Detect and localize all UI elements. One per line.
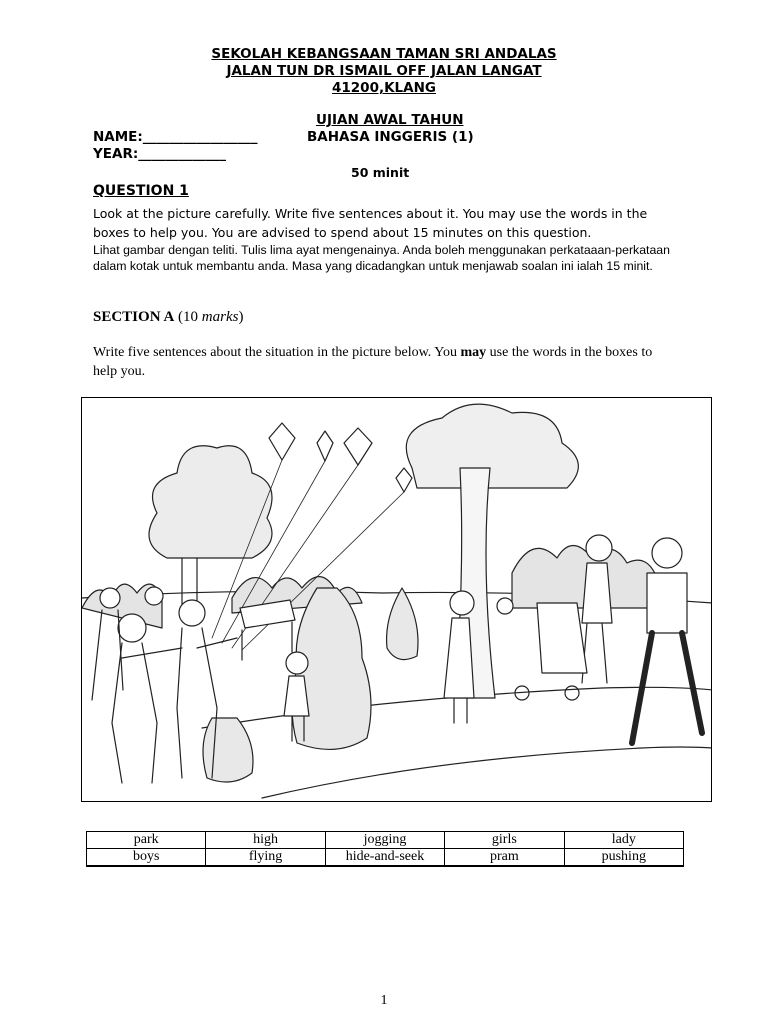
school-postcode: 41200,KLANG [332, 80, 436, 96]
instruction-malay: Lihat gambar dengan teliti. Tulis lima ayat mengenainya. Anda boleh menggunakan perkataaan-perkataan dalam kotak untuk membantu anda. Masa yang dicadangkan untuk menjawab soalan ini ialah 15 minit. [93, 243, 670, 273]
prompt-text-start: Write five sentences about the situation in the picture below. You [93, 345, 461, 360]
school-name: SEKOLAH KEBANGSAAN TAMAN SRI ANDALAS [211, 46, 557, 62]
word-cell: hide-and-seek [325, 849, 444, 867]
prompt-text-bold: may [460, 345, 487, 360]
exam-title: UJIAN AWAL TAHUN [316, 112, 464, 128]
word-cell: flying [206, 849, 325, 867]
front-bush [203, 718, 253, 782]
kite-2 [317, 431, 333, 461]
word-cell: lady [564, 832, 683, 849]
word-row [87, 849, 684, 867]
section-prompt [93, 343, 673, 381]
page-number: 1 [380, 993, 388, 1008]
kite-1 [269, 423, 295, 460]
word-box-table [86, 831, 684, 867]
name-field-label: NAME:_________________ [93, 129, 258, 145]
word-cell: pushing [564, 849, 683, 867]
question-title: QUESTION 1 [93, 183, 189, 199]
park-scene-illustration [81, 397, 712, 802]
girl-seeking [444, 591, 474, 723]
word-cell: park [87, 832, 206, 849]
instruction-english: Look at the picture carefully. Write five sentences about it. You may use the words in the boxes to help you. You are advised to spend about 15 minutes on this question. [93, 206, 648, 240]
word-cell: jogging [325, 832, 444, 849]
exam-duration: 50 minit [351, 165, 410, 180]
year-field-label: YEAR:_____________ [93, 146, 226, 162]
word-cell: high [206, 832, 325, 849]
tree-centre-crown [406, 404, 578, 488]
path-edge-lower [262, 747, 712, 798]
small-bush [387, 588, 418, 660]
kite-3 [344, 428, 372, 465]
section-marks-word: marks [201, 309, 239, 325]
section-heading [93, 309, 243, 326]
school-address: JALAN TUN DR ISMAIL OFF JALAN LANGAT [226, 63, 542, 79]
word-cell: boys [87, 849, 206, 867]
word-row [87, 832, 684, 849]
boy-peeking [497, 598, 513, 614]
word-cell: girls [445, 832, 564, 849]
section-marks-open: (10 [174, 309, 202, 325]
kite-4 [396, 468, 412, 492]
park-bench [240, 600, 295, 660]
exam-subject: BAHASA INGGERIS (1) [307, 129, 474, 145]
park-scene-drawing [82, 398, 712, 802]
word-cell: pram [445, 849, 564, 867]
section-marks-close: ) [238, 309, 244, 325]
prompt-text-end: use the words in the boxes to help you. [93, 345, 653, 379]
section-title: SECTION A [93, 309, 175, 325]
tree-left-crown [149, 446, 272, 558]
